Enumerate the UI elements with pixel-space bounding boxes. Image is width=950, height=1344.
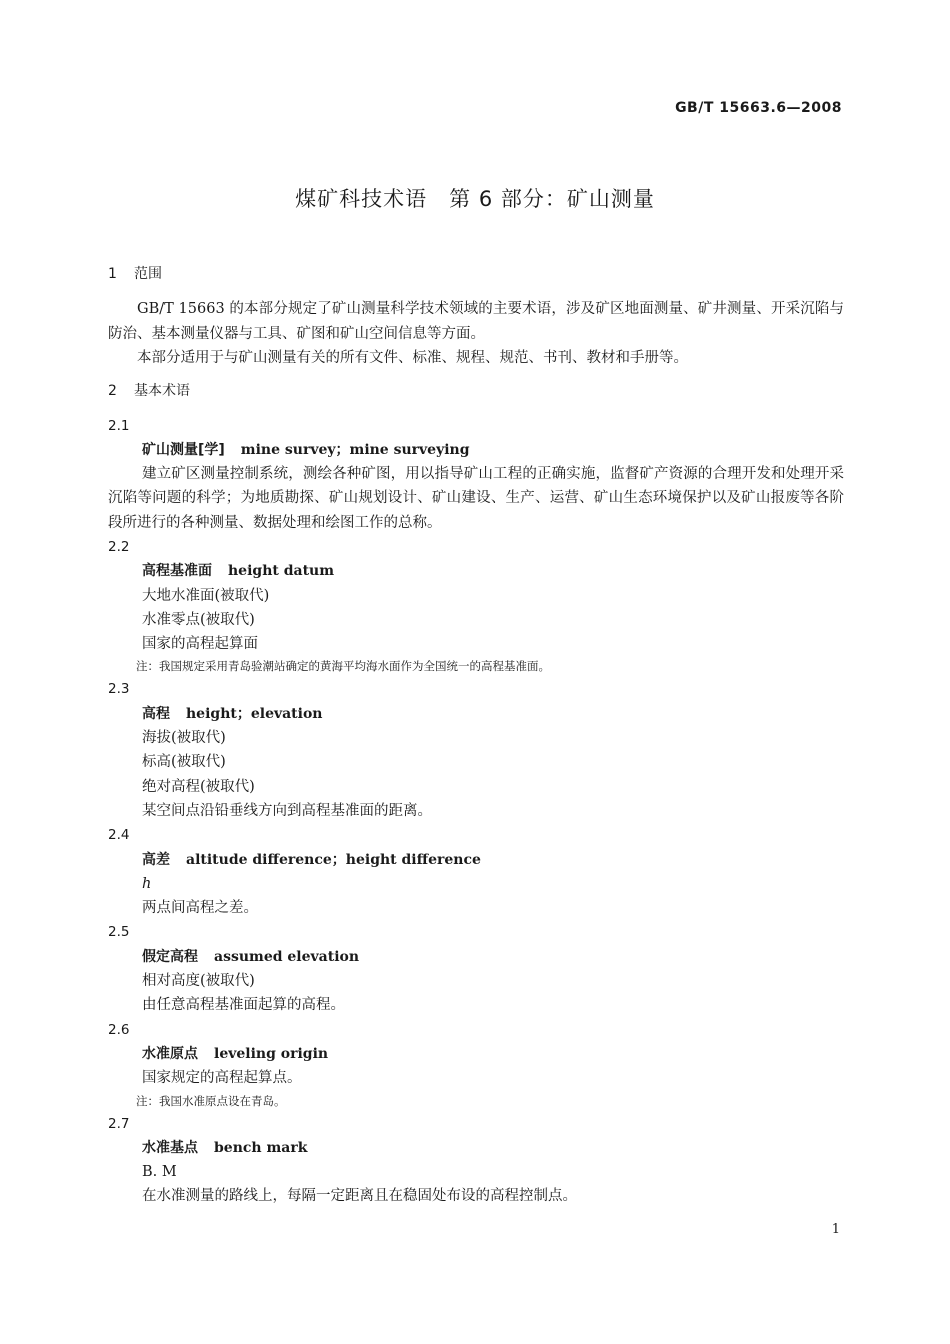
term-entry [108, 1136, 844, 1160]
clause-number: 2.1 [108, 417, 130, 434]
term-chinese: 水准原点 [142, 1045, 198, 1062]
term-entry [108, 848, 844, 872]
section-title: 基本术语 [134, 382, 190, 399]
deprecated-term: 绝对高程(被取代) [142, 778, 255, 795]
term-chinese: 假定高程 [142, 948, 198, 965]
term-definition: 国家规定的高程起算点。 [142, 1070, 302, 1087]
term-chinese: 高差 [142, 851, 170, 868]
term-definition: 国家的高程起算面 [142, 636, 258, 653]
clause-number: 2.5 [108, 924, 130, 941]
term-entry [108, 702, 844, 726]
term-english: bench mark [214, 1139, 308, 1156]
section-number: 1 [108, 266, 117, 282]
section-heading-scope [108, 262, 844, 286]
term-english: mine survey；mine surveying [240, 441, 470, 458]
standard-code: GB/T 15663.6—2008 [675, 100, 842, 116]
term-note: 注：我国水准原点设在青岛。 [136, 1093, 286, 1108]
term-abbreviation: B. M [142, 1164, 177, 1181]
term-symbol: h [142, 875, 152, 892]
term-definition: 某空间点沿铅垂线方向到高程基准面的距离。 [142, 802, 432, 819]
clause-number: 2.7 [108, 1115, 130, 1132]
deprecated-term: 标高(被取代) [142, 754, 226, 771]
document-title: 煤矿科技术语 第 6 部分：矿山测量 [295, 187, 655, 211]
term-chinese: 矿山测量[学] [142, 441, 225, 458]
deprecated-term: 水准零点(被取代) [142, 611, 255, 628]
term-entry [108, 1042, 844, 1066]
term-english: leveling origin [214, 1045, 329, 1062]
term-entry [108, 945, 844, 969]
deprecated-term: 大地水准面(被取代) [142, 587, 270, 604]
clause-number: 2.2 [108, 538, 130, 555]
term-definition: 在水准测量的路线上，每隔一定距离且在稳固处布设的高程控制点。 [142, 1188, 577, 1205]
deprecated-term: 海拔(被取代) [142, 730, 226, 747]
clause-number: 2.6 [108, 1021, 130, 1038]
scope-paragraph-1: GB/T 15663 的本部分规定了矿山测量科学技术领域的主要术语，涉及矿区地面测量、矿井测量、开采沉陷与防治、基本测量仪器与工具、矿图和矿山空间信息等方面。 [108, 301, 844, 342]
clause-number: 2.4 [108, 827, 130, 844]
term-chinese: 高程基准面 [142, 563, 212, 580]
document-body [108, 262, 844, 1209]
section-heading-basic-terms [108, 379, 844, 403]
term-entry [108, 438, 844, 462]
term-english: height datum [228, 563, 335, 580]
term-english: altitude difference；height difference [186, 851, 481, 868]
page-number: 1 [831, 1222, 840, 1237]
scope-paragraph-2: 本部分适用于与矿山测量有关的所有文件、标准、规程、规范、书刊、教材和手册等。 [137, 350, 688, 366]
term-entry [108, 559, 844, 583]
term-definition: 由任意高程基准面起算的高程。 [142, 997, 345, 1014]
term-english: assumed elevation [214, 948, 360, 965]
term-definition: 两点间高程之差。 [142, 900, 258, 917]
deprecated-term: 相对高度(被取代) [142, 973, 255, 990]
term-chinese: 高程 [142, 705, 170, 722]
term-english: height；elevation [186, 705, 323, 722]
term-chinese: 水准基点 [142, 1139, 198, 1156]
section-number: 2 [108, 382, 117, 399]
term-definition: 建立矿区测量控制系统，测绘各种矿图，用以指导矿山工程的正确实施，监督矿产资源的合理开发和处理开采沉陷等问题的科学；为地质勘探、矿山规划设计、矿山建设、生产、运营、矿山生态环境保护以及矿山报废等各阶段所进行的各种测量、数据处理和绘图工作的总称。 [108, 466, 844, 531]
term-note: 注：我国规定采用青岛验潮站确定的黄海平均海水面作为全国统一的高程基准面。 [136, 659, 550, 674]
section-title: 范围 [134, 266, 162, 282]
clause-number: 2.3 [108, 681, 130, 698]
